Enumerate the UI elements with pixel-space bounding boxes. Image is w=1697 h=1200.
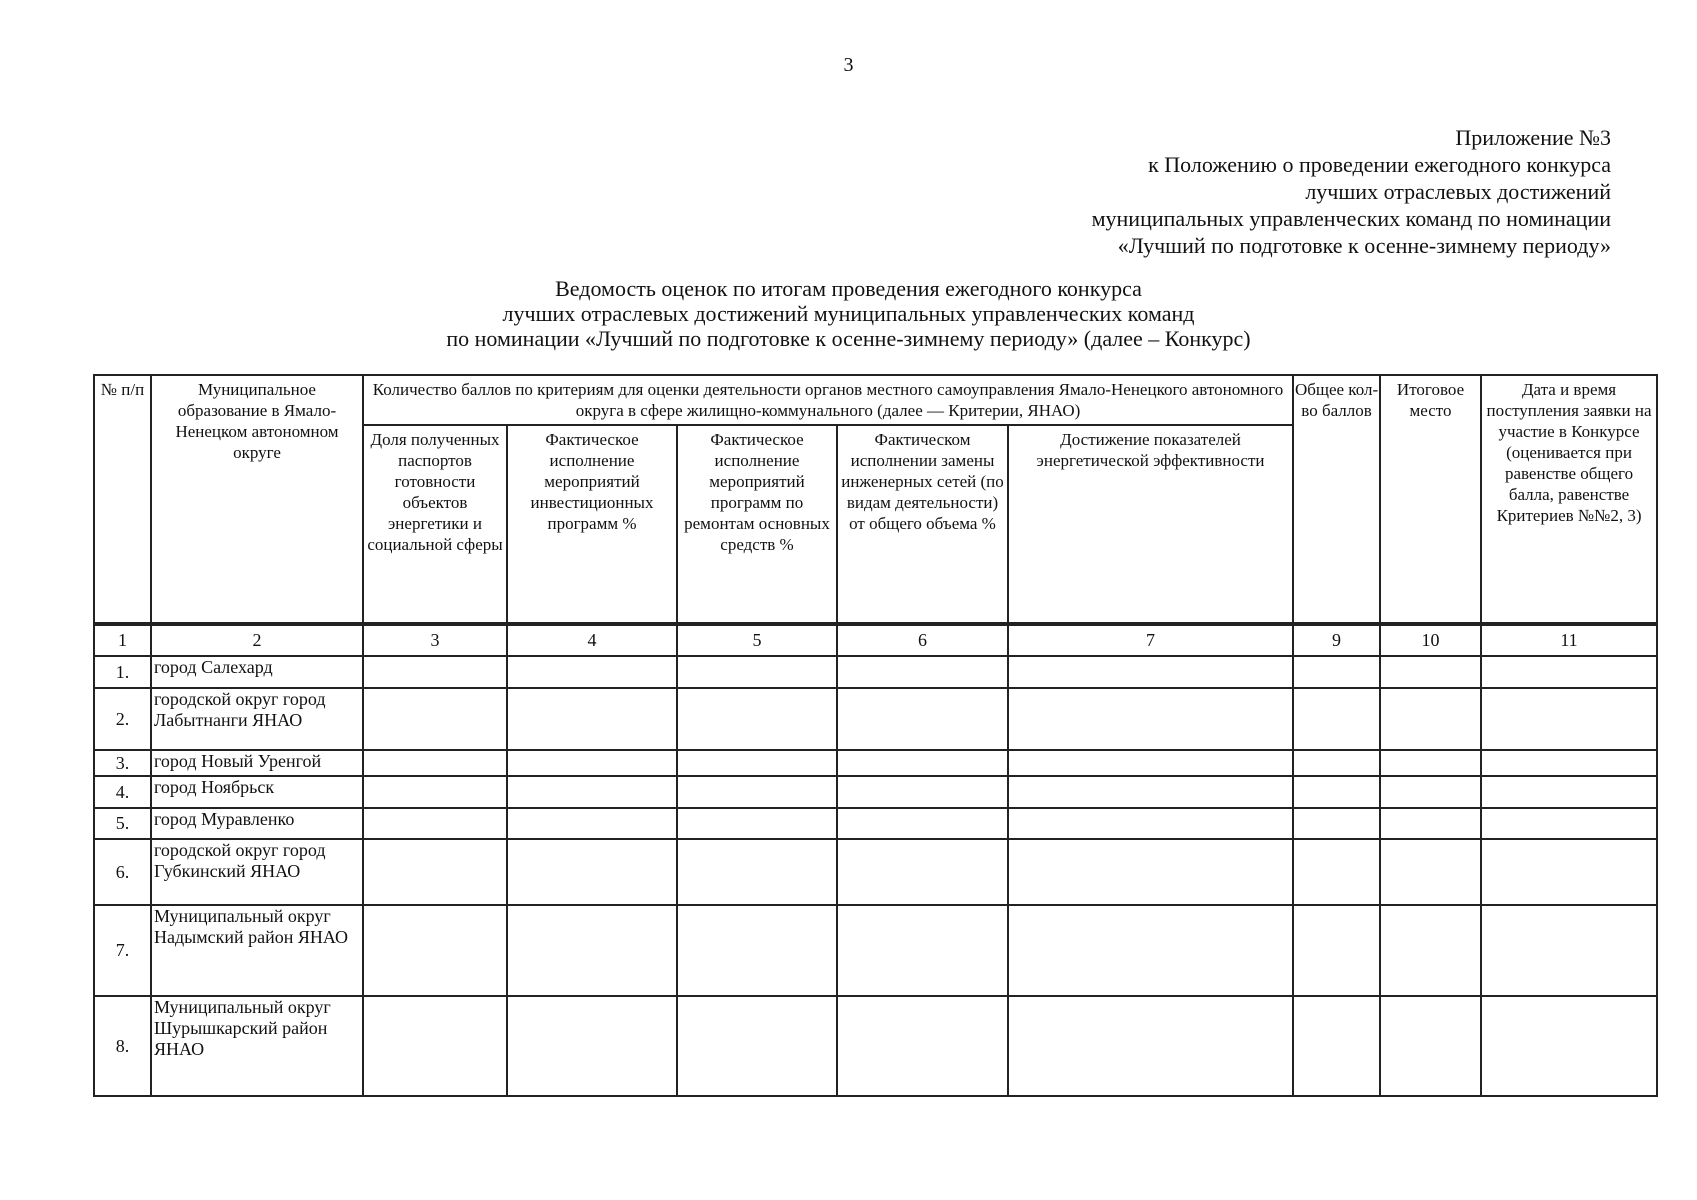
total-cell — [1293, 656, 1380, 688]
score-cell — [507, 905, 677, 996]
score-cell — [1008, 776, 1293, 808]
title-line-3: по номинации «Лучший по подготовке к осенне-зимнему периоду» (далее – Конкурс) — [446, 326, 1251, 351]
header-crit-1: Доля полученных паспортов готовности объектов энергетики и социальной сферы — [363, 425, 507, 623]
score-cell — [837, 776, 1008, 808]
score-cell — [677, 688, 837, 750]
score-cell — [1008, 656, 1293, 688]
municipality-name: город Новый Уренгой — [151, 750, 363, 776]
score-cell — [363, 905, 507, 996]
row-number: 8. — [94, 996, 151, 1096]
municipality-name: городской округ город Губкинский ЯНАО — [151, 839, 363, 905]
score-cell — [677, 656, 837, 688]
table-row — [94, 656, 1657, 688]
score-cell — [837, 750, 1008, 776]
place-cell — [1380, 905, 1481, 996]
score-cell — [507, 839, 677, 905]
date-cell — [1481, 996, 1657, 1096]
score-cell — [1008, 905, 1293, 996]
col-number: 7 — [1008, 625, 1293, 656]
col-number: 11 — [1481, 625, 1657, 656]
total-cell — [1293, 688, 1380, 750]
score-cell — [677, 750, 837, 776]
place-cell — [1380, 656, 1481, 688]
score-cell — [507, 656, 677, 688]
row-number: 4. — [94, 776, 151, 808]
score-cell — [363, 688, 507, 750]
score-cell — [837, 688, 1008, 750]
appendix-line-4: муниципальных управленческих команд по номинации — [1091, 206, 1611, 231]
header-crit-4: Фактическом исполнении замены инженерных сетей (по видам деятельности) от общего объема % — [837, 425, 1008, 623]
date-cell — [1481, 776, 1657, 808]
municipality-name: город Ноябрьск — [151, 776, 363, 808]
score-cell — [837, 839, 1008, 905]
header-num: № п/п — [94, 375, 151, 623]
row-number: 3. — [94, 750, 151, 776]
score-cell — [677, 996, 837, 1096]
place-cell — [1380, 688, 1481, 750]
score-cell — [363, 750, 507, 776]
date-cell — [1481, 905, 1657, 996]
date-cell — [1481, 839, 1657, 905]
table-row — [94, 839, 1657, 905]
score-cell — [507, 750, 677, 776]
municipality-name: город Салехард — [151, 656, 363, 688]
total-cell — [1293, 776, 1380, 808]
municipality-name: Муниципальный округ Шурышкарский район ЯНАО — [151, 996, 363, 1096]
score-cell — [507, 996, 677, 1096]
total-cell — [1293, 750, 1380, 776]
total-cell — [1293, 839, 1380, 905]
score-cell — [363, 808, 507, 839]
score-cell — [837, 808, 1008, 839]
row-number: 1. — [94, 656, 151, 688]
header-date: Дата и время поступления заявки на участие в Конкурсе (оценивается при равенстве общего балла, равенстве Критериев №№2, 3) — [1481, 375, 1657, 623]
table-row — [94, 688, 1657, 750]
total-cell — [1293, 808, 1380, 839]
score-cell — [1008, 996, 1293, 1096]
col-number: 1 — [94, 625, 151, 656]
col-number: 10 — [1380, 625, 1481, 656]
header-criteria-group: Количество баллов по критериям для оценки деятельности органов местного самоуправления Ямало-Ненецкого автономного округа в сфере жилищно-коммунального (далее — Критерии, ЯНАО) — [363, 375, 1293, 425]
score-cell — [1008, 750, 1293, 776]
place-cell — [1380, 776, 1481, 808]
column-number-row — [94, 625, 1657, 656]
score-cell — [507, 776, 677, 808]
score-cell — [677, 808, 837, 839]
table-row — [94, 750, 1657, 776]
header-crit-2: Фактическое исполнение мероприятий инвестиционных программ % — [507, 425, 677, 623]
row-number: 6. — [94, 839, 151, 905]
score-cell — [363, 996, 507, 1096]
score-cell — [507, 688, 677, 750]
score-cell — [677, 905, 837, 996]
score-cell — [837, 656, 1008, 688]
appendix-line-3: лучших отраслевых достижений — [1305, 179, 1611, 204]
place-cell — [1380, 808, 1481, 839]
scores-table — [93, 624, 1658, 1097]
place-cell — [1380, 839, 1481, 905]
header-table — [93, 374, 1658, 624]
score-cell — [1008, 808, 1293, 839]
score-cell — [677, 776, 837, 808]
appendix-line-1: Приложение №3 — [1455, 125, 1611, 150]
score-cell — [507, 808, 677, 839]
header-crit-5: Достижение показателей энергетической эффективности — [1008, 425, 1293, 623]
page-number: 3 — [843, 54, 854, 76]
header-municipality: Муниципальное образование в Ямало-Ненецком автономном округе — [151, 375, 363, 623]
total-cell — [1293, 905, 1380, 996]
row-number: 2. — [94, 688, 151, 750]
municipality-name: Муниципальный округ Надымский район ЯНАО — [151, 905, 363, 996]
municipality-name: городской округ город Лабытнанги ЯНАО — [151, 688, 363, 750]
date-cell — [1481, 808, 1657, 839]
row-number: 7. — [94, 905, 151, 996]
appendix-line-5: «Лучший по подготовке к осенне-зимнему периоду» — [1117, 233, 1611, 258]
col-number: 4 — [507, 625, 677, 656]
municipality-name: город Муравленко — [151, 808, 363, 839]
score-cell — [837, 905, 1008, 996]
col-number: 9 — [1293, 625, 1380, 656]
place-cell — [1380, 750, 1481, 776]
score-cell — [1008, 688, 1293, 750]
col-number: 6 — [837, 625, 1008, 656]
title-line-1: Ведомость оценок по итогам проведения ежегодного конкурса — [555, 276, 1142, 301]
total-cell — [1293, 996, 1380, 1096]
table-row — [94, 808, 1657, 839]
score-cell — [363, 776, 507, 808]
document-title — [0, 276, 1697, 351]
score-cell — [837, 996, 1008, 1096]
score-cell — [1008, 839, 1293, 905]
col-number: 5 — [677, 625, 837, 656]
table-row — [94, 996, 1657, 1096]
date-cell — [1481, 688, 1657, 750]
col-number: 3 — [363, 625, 507, 656]
col-number: 2 — [151, 625, 363, 656]
date-cell — [1481, 656, 1657, 688]
header-place: Итоговое место — [1380, 375, 1481, 623]
row-number: 5. — [94, 808, 151, 839]
appendix-line-2: к Положению о проведении ежегодного конкурса — [1148, 152, 1611, 177]
header-crit-3: Фактическое исполнение мероприятий программ по ремонтам основных средств % — [677, 425, 837, 623]
table-row — [94, 905, 1657, 996]
score-cell — [677, 839, 837, 905]
title-line-2: лучших отраслевых достижений муниципальных управленческих команд — [502, 301, 1195, 326]
date-cell — [1481, 750, 1657, 776]
header-total: Общее кол-во баллов — [1293, 375, 1380, 623]
table-row — [94, 776, 1657, 808]
score-cell — [363, 839, 507, 905]
score-cell — [363, 656, 507, 688]
appendix-block — [1092, 124, 1611, 259]
place-cell — [1380, 996, 1481, 1096]
